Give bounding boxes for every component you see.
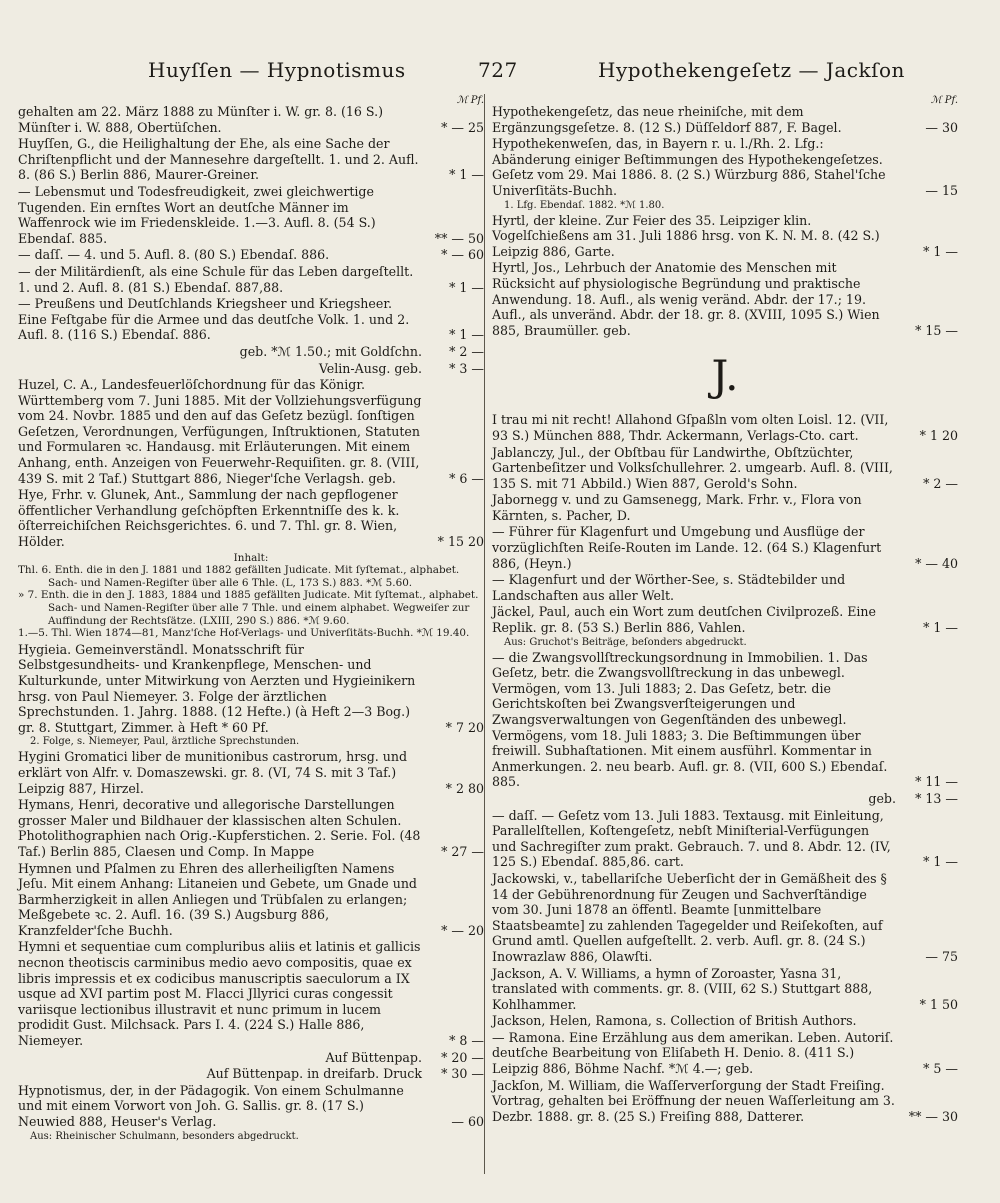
entry-text: Jackſon, M. William, die Waſſerverſorgung der Stadt Freiſing. Vortrag, gehalten bei Eröffnung der neuen Waſſerleitung am 3. Dezbr. 1888. gr. 8. (25 S.) Freiſing 888, Datterer.: [492, 1077, 895, 1124]
entry-text: 1. Lfg. Ebendaſ. 1882. *ℳ 1.80.: [504, 199, 665, 211]
entry-text: Hye, Frhr. v. Glunek, Ant., Sammlung der nach gepflogener öffentlicher Verhandlung geſchöpften Erkenntniſſe des k. k. öſterreichiſchen Reichsgerichtes. 6. und 7. Thl. gr. 8. Wien, Hölder.: [18, 487, 400, 550]
catalog-entry: [492, 524, 958, 571]
entry-price: * 1 —: [923, 620, 958, 636]
entry-text: — daſſ. — Geſetz vom 13. Juli 1883. Textausg. mit Einleitung, Parallelſtellen, Koſtengeſetz, nebſt Miniſterial-Verfügungen und Sachregiſter zum prakt. Gebrauch. 7. und 8. Abdr. 12. (IV, 125 S.) Ebendaſ. 885,86. cart.: [492, 807, 891, 870]
entry-price: * — 20: [441, 922, 484, 938]
entry-price: * 13 —: [915, 790, 958, 806]
entry-text: I trau mi nit recht! Allahond Gſpaßln vom olten Loisl. 12. (VII, 93 S.) München 888, Thdr. Ackermann, Verlags-Cto. cart.: [492, 412, 889, 443]
contents-block: [18, 552, 484, 640]
catalog-entry: [18, 1083, 484, 1130]
catalog-entry: [18, 344, 484, 360]
entry-text: Velin-Ausg. geb.: [318, 360, 422, 376]
entry-price: * 1 —: [923, 243, 958, 259]
entry-text: gehalten am 22. März 1888 zu Münſter i. W. gr. 8. (16 S.) Münſter i. W. 888, Obertüſchen.: [18, 104, 383, 135]
entry-price: — 15: [925, 182, 958, 198]
entry-price: * 27 —: [441, 843, 484, 859]
page-number: 727: [478, 58, 518, 82]
entry-price: * 2 80: [445, 780, 484, 796]
entry-price: — 75: [925, 948, 958, 964]
catalog-entry: [18, 939, 484, 1048]
entry-text: — Lebensmut und Todesfreudigkeit, zwei gleichwertige Tugenden. Ein ernſtes Wort an deutſche Männer im Waffenrock wie im Friedenskleide. 1.—3. Aufl. 8. (54 S.) Ebendaſ. 885.: [18, 183, 376, 246]
catalog-entry: [492, 136, 958, 198]
catalog-entry: [18, 184, 484, 246]
entry-price: * 3 —: [449, 360, 484, 376]
catalog-entry: [492, 791, 958, 807]
entry-price: ** — 50: [434, 230, 484, 246]
catalog-entry: [18, 487, 484, 549]
entry-text: Auf Büttenpap. in dreifarb. Druck: [206, 1066, 422, 1082]
entry-text: Auf Büttenpap.: [325, 1049, 422, 1065]
entry-price: — 30: [925, 119, 958, 135]
entry-price: * 20 —: [441, 1049, 484, 1065]
entry-text: Hyrtl, der kleine. Zur Feier des 35. Leipziger klin. Vogelſchießens am 31. Juli 1886 hrsg. von K. N. M. 8. (42 S.) Leipzig 886, Garte.: [492, 212, 880, 259]
running-head: [0, 58, 1000, 88]
entry-text: — die Zwangsvollſtreckungsordnung in Immobilien. 1. Das Geſetz, betr. die Zwangsvollſtreckung in das unbewegl. Vermögen, vom 13. Juli 1883; 2. Das Geſetz, betr. die Gerichtskoſten bei Zwangsverſteigerungen und Zwangsverwaltungen von Gegenſtänden des unbewegl. Vermögens, vom 18. Juli 1883; 3. Die Beſtimmungen über freiwill. Subhaſtationen. Mit einem ausführl. Kommentar in Anmerkungen. 2. neu bearb. Aufl. gr. 8. (VII, 600 S.) Ebendaſ. 885.: [492, 649, 888, 790]
catalog-entry: [18, 797, 484, 859]
catalog-entry: [492, 1030, 958, 1077]
entry-text: — Klagenfurt und der Wörther-See, s. Städtebilder und Landschaften aus aller Welt.: [492, 572, 846, 603]
running-head-left: Huyſſen — Hypnotismus: [148, 58, 406, 82]
entry-text: Huyſſen, G., die Heilighaltung der Ehe, als eine Sache der Chriſtenpflicht und der Mannesehre dargeſtellt. 1. und 2. Aufl. 8. (86 S.) Berlin 886, Maurer-Greiner.: [18, 136, 419, 183]
entry-price: * 1 —: [449, 279, 484, 295]
entry-text: — Preußens und Deutſchlands Kriegsheer und Kriegsheer. Eine Feſtgabe für die Armee und das deutſche Volk. 1. und 2. Aufl. 8. (116 S.) Ebendaſ. 886.: [18, 296, 410, 343]
entry-price: * 8 —: [449, 1033, 484, 1049]
catalog-entry: [18, 361, 484, 377]
catalog-entry: [492, 213, 958, 260]
entry-text: — daſſ. — 4. und 5. Aufl. 8. (80 S.) Ebendaſ. 886.: [18, 247, 330, 263]
entry-text: Hypothekengeſetz, das neue rheiniſche, mit dem Ergänzungsgeſetze. 8. (12 S.) Düſſeldorf 887, F. Bagel.: [492, 104, 842, 135]
catalog-entry: [492, 445, 958, 492]
entry-text: Jäckel, Paul, auch ein Wort zum deutſchen Civilprozeß. Eine Replik. gr. 8. (53 S.) Berlin 886, Vahlen.: [492, 604, 876, 636]
right-column: [492, 96, 958, 1125]
left-entries-continued: [18, 642, 484, 1143]
catalog-entry: [18, 736, 484, 748]
catalog-entry: [492, 412, 958, 443]
contents-line: » 7. Enth. die in den J. 1883, 1884 und 1885 gefällten Judicate. Mit ſyſtemat., alphabet. Sach- und Namen-Regiſter über alle 7 Thle. und einem alphabet. Wegweiſer zur Auffindung der Rechtsſätze. (LXIII, 290 S.) 886. *ℳ 9.60.: [18, 589, 479, 627]
entry-text: Jackowski, v., tabellariſche Ueberſicht der in Gemäßheit des § 14 der Gebührenordnung für Zeugen und Sachverſtändige vom 30. Juni 1878 an öffentl. Beamte [unmittelbare Staatsbeamte] zu zahlenden Tagegelder und Reiſekoſten, auf Grund amtl. Quellen aufgeſtellt. 2. verb. Aufl. gr. 8. (24 S.) Inowrazlaw 886, Olawſti.: [492, 870, 887, 964]
entry-text: Aus: Rheinischer Schulmann, besonders abgedruckt.: [30, 1130, 299, 1142]
entry-text: 2. Folge, s. Niemeyer, Paul, ärztliche Sprechstunden.: [30, 736, 300, 748]
catalog-entry: [18, 642, 484, 736]
entry-text: Hymnen und Pſalmen zu Ehren des allerheiligſten Namens Jeſu. Mit einem Anhang: Litaneien und Gebete, um Gnade und Barmherzigkeit in allen Anliegen und Trübſalen zu erlangen; Meßgebete ꝛc. 2. Aufl. 16. (39 S.) Augsburg 886, Kranzfelder'ſche Buchh.: [18, 860, 417, 938]
entry-text: Jackson, A. V. Williams, a hymn of Zoroaster, Yasna 31, translated with comments. gr. 8. (VIII, 62 S.) Stuttgart 888, Kohlhammer.: [492, 965, 873, 1012]
catalog-entry: [18, 264, 484, 295]
entry-text: — Ramona. Eine Erzählung aus dem amerikan. Leben. Autoriſ. deutſche Bearbeitung von Eliſabeth H. Denio. 8. (411 S.) Leipzig 886, Böhme Nachf. *ℳ 4.—; geb.: [492, 1029, 894, 1077]
catalog-entry: [492, 492, 958, 523]
contents-heading: Inhalt:: [233, 551, 269, 564]
catalog-entry: [492, 808, 958, 870]
catalog-entry: [492, 637, 958, 649]
entry-price: — 60: [451, 1114, 484, 1129]
entry-text: Hypnotismus, der, in der Pädagogik. Von einem Schulmanne und mit einem Vorwort von Joh. G. Sallis. gr. 8. (17 S.) Neuwied 888, Heuser's Verlag.: [18, 1082, 404, 1129]
catalog-entry: [18, 861, 484, 939]
entry-price: * 5 —: [923, 1061, 958, 1077]
entry-text: Jablanczy, Jul., der Obſtbau für Landwirthe, Obſtzüchter, Gartenbeſitzer und Volksſchullehrer. 2. umgearb. Aufl. 8. (VIII, 135 S. mit 71 Abbild.) Wien 887, Gerold's Sohn.: [492, 444, 893, 491]
entry-price: * 1 20: [919, 427, 958, 443]
catalog-entry: [18, 1050, 484, 1066]
entry-text: geb.: [868, 790, 896, 806]
catalog-entry: [492, 260, 958, 338]
right-entries-continued: [492, 412, 958, 1124]
entry-text: geb. *ℳ 1.50.; mit Goldſchn.: [239, 343, 422, 359]
catalog-entry: [18, 247, 484, 263]
entry-text: Hygini Gromatici liber de munitionibus castrorum, hrsg. und erklärt von Alfr. v. Domaszewski. gr. 8. (VI, 74 S. mit 3 Taf.) Leipzig 887, Hirzel.: [18, 749, 408, 796]
entry-text: Hypothekenweſen, das, in Bayern r. u. l./Rh. 2. Lfg.: Abänderung einiger Beſtimmungen des Hypothekengeſetzes. Geſetz vom 29. Mai 1886. 8. (2 S.) Würzburg 886, Stahel'ſche Univerſitäts-Buchh.: [492, 136, 886, 198]
catalog-entry: [18, 1066, 484, 1082]
contents-lines: [18, 564, 484, 640]
entry-price: * — 40: [915, 555, 958, 571]
catalog-entry: [18, 296, 484, 343]
entry-price: * — 25: [441, 119, 484, 135]
entry-text: Hymni et sequentiae cum compluribus aliis et latinis et gallicis necnon theotiscis carminibus medio aevo compositis, quae ex libris impressis et ex codicibus manuscriptis saeculorum a IX usque ad XVI partim post M. Flacci Jllyrici curas congessit variisque lectionibus illustravit et nunc primum in lucem prodidit Gust. Milchsack. Pars I. 4. (224 S.) Halle 886, Niemeyer.: [18, 939, 421, 1049]
entry-price: * 2 —: [449, 343, 484, 359]
entry-price: ** — 30: [908, 1108, 958, 1124]
section-letter: J.: [711, 351, 739, 401]
entry-price: * 15 20: [437, 534, 484, 550]
contents-line: Thl. 6. Enth. die in den J. 1881 und 1882 gefällten Judicate. Mit ſyſtemat., alphabet. Sach- und Namen-Regiſter über alle 6 Thle. (L, 173 S.) 883. *ℳ 5.60.: [18, 564, 460, 589]
catalog-entry: [492, 871, 958, 965]
entry-price: * 2 —: [923, 475, 958, 491]
catalog-entry: [492, 1078, 958, 1125]
entry-price: * 11 —: [915, 774, 958, 790]
entry-text: Huzel, C. A., Landesfeuerlöſchordnung für das Königr. Württemberg vom 7. Juni 1885. Mit der Vollziehungsverfügung vom 24. Novbr. 1885 und den auf das Geſetz bezügl. ſonſtigen Geſetzen, Verordnungen, Verfügungen, Inſtruktionen, Statuten und Formularen ꝛc. Handausg. mit Erläuterungen. Mit einem Anhang, enth. Anzeigen von Feuerwehr-Requiſiten. gr. 8. (VIII, 439 S. mit 2 Taf.) Stuttgart 886, Nieger'ſche Verlagsh. geb.: [18, 377, 422, 486]
entry-text: Jabornegg v. und zu Gamsenegg, Mark. Frhr. v., Flora von Kärnten, s. Pacher, D.: [492, 492, 862, 523]
entry-price: * 1 —: [923, 854, 958, 870]
entry-price: * — 60: [441, 247, 484, 263]
entry-text: Hyrtl, Jos., Lehrbuch der Anatomie des Menschen mit Rücksicht auf physiologische Begründung und praktische Anwendung. 18. Aufl., als wenig veränd. Abdr. der 17.; 19. Aufl., als unveränd. Abdr. der 18. gr. 8. (XVIII, 1095 S.) Wien 885, Braumüller. geb.: [492, 260, 880, 338]
entry-text: Jackson, Helen, Ramona, s. Collection of British Authors.: [492, 1013, 857, 1029]
catalog-entry: [492, 200, 958, 212]
entry-price: * 6 —: [449, 470, 484, 486]
catalog-entry: [492, 104, 958, 135]
entry-text: — Führer für Klagenfurt und Umgebung und Ausflüge der vorzüglichſten Reiſe-Routen im Lande. 12. (64 S.) Klagenfurt 886, (Heyn.): [492, 524, 882, 571]
currency-label-right: ℳ Pf.: [930, 95, 958, 106]
left-column: [18, 96, 484, 1144]
catalog-entry: [492, 966, 958, 1013]
catalog-entry: [18, 136, 484, 183]
entry-text: — der Militärdienſt, als eine Schule für das Leben dargeſtellt. 1. und 2. Aufl. 8. (81 S.) Ebendaſ. 887,88.: [18, 263, 414, 295]
entry-price: * 15 —: [915, 322, 958, 338]
left-entries: [18, 104, 484, 550]
catalog-entry: [18, 749, 484, 796]
entry-price: * 7 20: [445, 719, 484, 735]
catalog-entry: [18, 104, 484, 135]
catalog-entry: [18, 377, 484, 486]
contents-line: 1.—5. Thl. Wien 1874—81, Manz'ſche Hof-Verlags- und Univerſitäts-Buchh. *ℳ 19.40.: [18, 627, 470, 640]
entry-text: Hymans, Henri, decorative und allegorische Darstellungen grosser Maler und Bildhauer der klassischen alten Schulen. Photolithographien nach Orig.-Kupferstichen. 2. Serie. Fol. (48 Taf.) Berlin 885, Claesen und Comp. In Mappe: [18, 797, 421, 859]
entry-price: * 1 —: [449, 167, 484, 183]
entry-text: Hygieia. Gemeinverständl. Monatsschrift für Selbstgesundheits- und Krankenpflege, Menschen- und Kulturkunde, unter Mitwirkung von Aerzten und Hygieinikern hrsg. von Paul Niemeyer. 3. Folge der ärztlichen Sprechstunden. 1. Jahrg. 1888. (12 Hefte.) (à Heft 2—3 Bog.) gr. 8. Stuttgart, Zimmer. à Heft * 60 Pf.: [18, 641, 416, 735]
entry-price: * 1 50: [919, 996, 958, 1012]
right-entries: [492, 104, 958, 338]
currency-label-left: ℳ Pf.: [456, 95, 484, 106]
catalog-entry: [492, 572, 958, 603]
catalog-entry: [492, 604, 958, 635]
running-head-right: Hypothekengeſetz — Jackſon: [598, 58, 905, 82]
column-divider: [484, 94, 485, 1174]
catalog-entry: [492, 650, 958, 790]
catalog-entry: [18, 1131, 484, 1143]
entry-price: * 1 —: [449, 327, 484, 343]
entry-price: * 30 —: [441, 1066, 484, 1082]
catalog-entry: [492, 1013, 958, 1029]
entry-text: Aus: Gruchot's Beiträge, beſonders abgedruckt.: [504, 636, 747, 648]
